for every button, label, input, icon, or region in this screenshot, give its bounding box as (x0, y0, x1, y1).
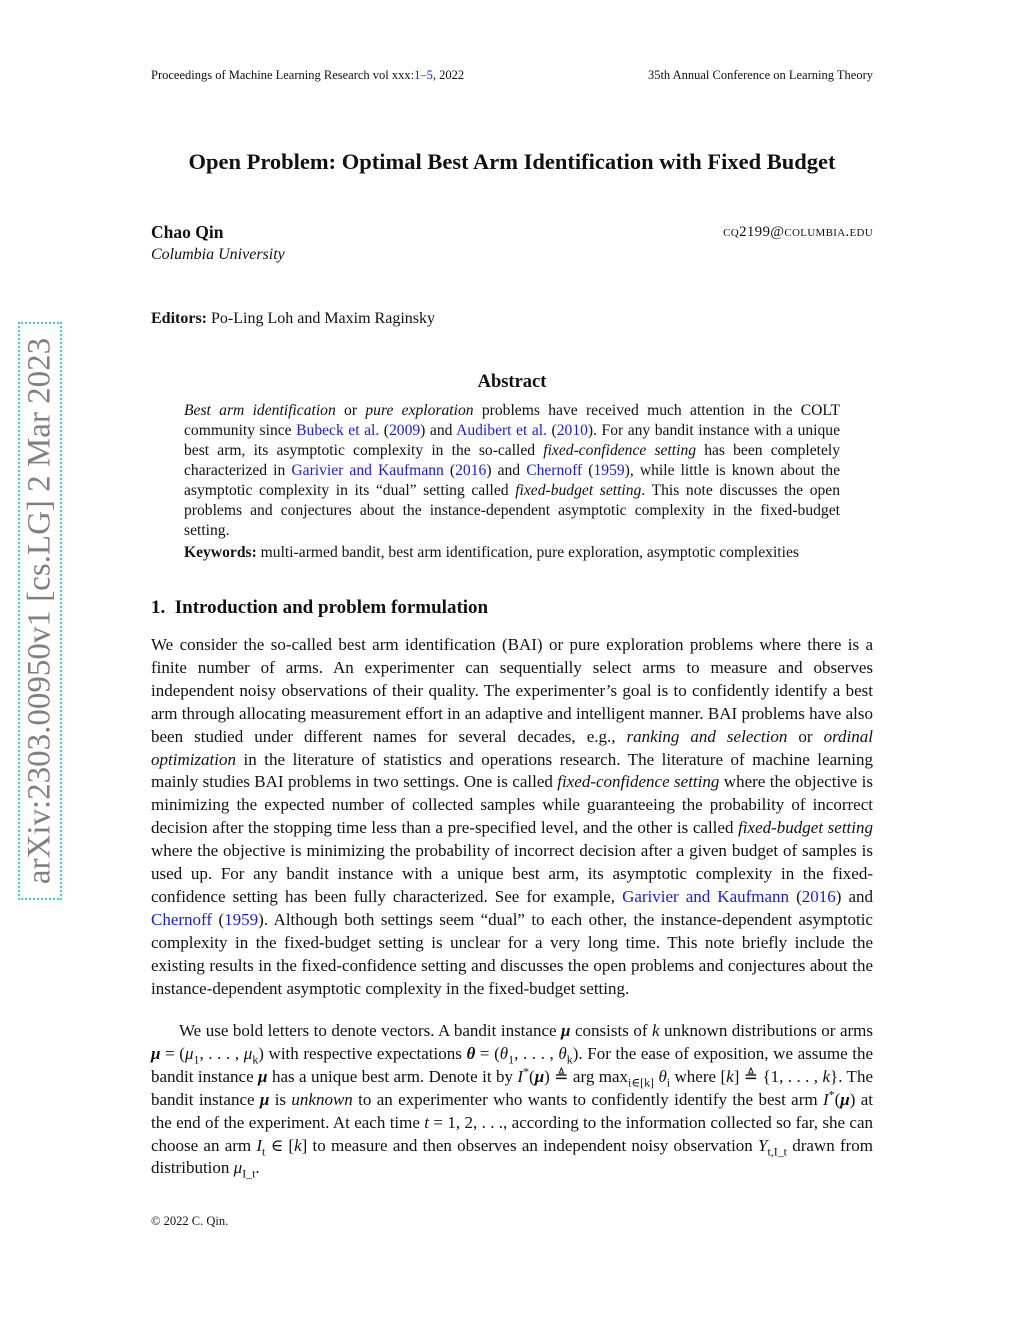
text-run: = ( (475, 1043, 500, 1063)
author-affiliation: Columbia University (151, 246, 285, 263)
math-symbol: k (726, 1066, 734, 1086)
emphasis-text: ordinal optimization (151, 726, 873, 769)
citation-link[interactable]: Garivier and Kaufmann (622, 886, 790, 906)
emphasis-text: pure exploration (365, 402, 474, 419)
text-run: ), while little is known about the asymptotic complexity in its “dual” setting called (184, 462, 841, 499)
citation-link[interactable]: 2016 (455, 462, 487, 479)
text-run: problems have received much attention in the COLT community since (184, 402, 840, 439)
math-symbol: μ (561, 1021, 571, 1040)
math-symbol: k (566, 1052, 573, 1067)
text-run: ) ≜ arg max (544, 1066, 629, 1086)
abstract-heading: Abstract (477, 372, 547, 392)
emphasis-text: fixed-budget setting (515, 482, 642, 499)
math-symbol: I (822, 1089, 829, 1109)
math-symbol: θ (466, 1043, 476, 1063)
body-paragraph-2 (151, 1020, 873, 1180)
math-symbol: μ (259, 1089, 270, 1109)
text-run: ) and (486, 462, 527, 479)
running-header-right: 35th Annual Conference on Learning Theory (647, 68, 873, 82)
year-text: , 2022 (432, 68, 465, 82)
author-email: cq2199@columbia.edu (723, 224, 873, 240)
text-run: consists of (570, 1021, 652, 1040)
math-symbol: k (294, 1135, 302, 1155)
emphasis-text: ranking and selection (626, 726, 788, 746)
citation-link[interactable]: Chernoff (526, 462, 583, 479)
text-run: or (787, 726, 824, 746)
math-symbol: t (424, 1112, 430, 1132)
section-heading (151, 597, 488, 619)
proceedings-text: Proceedings of Machine Learning Research vol xxx: (151, 68, 415, 82)
author-name: Chao Qin (151, 222, 224, 242)
text-run: or (335, 402, 366, 419)
running-header-left (151, 68, 464, 83)
math-symbol: μ (840, 1089, 850, 1109)
math-symbol: i (666, 1075, 671, 1090)
emphasis-text: fixed-confidence setting (543, 442, 697, 459)
math-symbol: * (828, 1087, 835, 1102)
citation-link[interactable]: Bubeck et al. (296, 422, 380, 439)
citation-link[interactable]: 2009 (388, 422, 421, 439)
text-run: ] to measure and then observes an independent noisy observation (301, 1135, 759, 1155)
keywords-list: multi-armed bandit, best arm identification, pure exploration, asymptotic complexities (256, 544, 799, 561)
arxiv-id: arXiv:2303.00950v1 [cs.LG] 2 Mar 2023 (21, 337, 58, 885)
text-run: . This note discusses the open problems and conjectures about the instance-dependent asymptotic complexity in the fixed-budget setting. (184, 482, 841, 539)
text-run: ] ≜ {1, . . . , (733, 1066, 823, 1086)
math-symbol: k (822, 1066, 831, 1086)
text-run: ( (379, 422, 389, 439)
text-run: We consider the so-called best arm identification (BAI) or pure exploration problems where there is a finite number of arms. An experimenter can sequentially select arms to measure and observes independent noisy observations of their quality. The experimenter’s goal is to confidently identify a best arm through allocating measurement effort in an adaptive and intelligent manner. BAI problems have also been studied under different names for several decades, e.g., (151, 635, 873, 746)
text-run: drawn from distribution (151, 1135, 873, 1178)
text-run: = ( (160, 1043, 185, 1063)
text-run: ). Although both settings seem “dual” to each other, the instance-dependent asymptotic complexity in the fixed-budget setting is unclear for a very long time. This note briefly include the existing results in the fixed-confidence setting and discusses the open problems and conjectures about the instance-dependent asymptotic complexity in the fixed-budget setting. (151, 909, 873, 998)
text-run: unknown distributions or arms (659, 1021, 874, 1040)
math-symbol: Y (758, 1135, 768, 1155)
citation-link[interactable]: 2010 (556, 422, 588, 439)
text-run: where the objective is minimizing the probability of incorrect decision after a given budget of samples is used up. For any bandit instance with a unique best arm, its asymptotic complexity in the fixed-confidence setting has been fully characterized. See for example, (151, 841, 873, 906)
emphasis-text: fixed-budget setting (738, 818, 873, 838)
text-run: }. The bandit instance (151, 1066, 873, 1109)
text-run: in the literature of statistics and operations research. The literature of machine learning mainly studies BAI problems in two settings. One is called (151, 749, 873, 792)
text-run: ( (789, 886, 802, 906)
emphasis-text: unknown (291, 1089, 353, 1109)
arxiv-stamp (18, 322, 62, 900)
math-symbol: θ (658, 1066, 667, 1086)
text-run: ( (582, 462, 594, 479)
text-run: ) and (420, 422, 457, 439)
citation-link[interactable]: 1959 (593, 462, 625, 479)
text-run: ∈ [ (265, 1135, 295, 1155)
copyright-footer: © 2022 C. Qin. (151, 1214, 229, 1228)
math-symbol: k (652, 1021, 660, 1040)
citation-link[interactable]: 1959 (224, 909, 259, 929)
text-run: ) and (835, 886, 874, 906)
text-run: ( (212, 909, 225, 929)
text-run: ( (834, 1089, 841, 1109)
section-title: Introduction and problem formulation (174, 597, 489, 618)
pages-link[interactable]: 1–5 (414, 68, 433, 82)
text-run: where [ (670, 1066, 727, 1086)
abstract-text (184, 401, 840, 541)
text-run: We use bold letters to denote vectors. A bandit instance (179, 1021, 562, 1040)
paper-title: Open Problem: Optimal Best Arm Identification with Fixed Budget (188, 149, 836, 174)
math-symbol: t,I_t (767, 1143, 787, 1158)
math-symbol: 1 (508, 1052, 515, 1067)
text-run: ). For any bandit instance with a unique best arm, its asymptotic complexity in the so-called (184, 422, 841, 459)
math-symbol: μ (233, 1158, 243, 1178)
citation-link[interactable]: Garivier and Kaufmann (291, 462, 444, 479)
math-symbol: i∈[k] (628, 1075, 654, 1090)
text-run: , . . . , (199, 1043, 244, 1063)
text-run: . (255, 1158, 260, 1178)
emphasis-text: Best arm identification (184, 402, 336, 419)
math-symbol: I (517, 1066, 524, 1086)
math-symbol: θ (499, 1043, 509, 1063)
citation-link[interactable]: Audibert et al. (456, 422, 547, 439)
text-run: ( (529, 1066, 535, 1086)
math-symbol: I_t (242, 1166, 256, 1181)
math-symbol: μ (534, 1066, 545, 1086)
math-symbol: t (262, 1143, 266, 1158)
editors-names: Po-Ling Loh and Maxim Raginsky (207, 310, 435, 327)
text-run: where the objective is minimizing the expected number of collected samples while guaranteeing the probability of incorrect decision after the stopping time less than a pre-specified level, and the other is called (151, 772, 873, 838)
text-run: has a unique best arm. Denote it by (267, 1066, 518, 1086)
text-run: ). For the ease of exposition, we assume the bandit instance (151, 1043, 874, 1086)
emphasis-text: fixed-confidence setting (557, 772, 720, 792)
text-run: has been completely characterized in (184, 442, 841, 479)
math-symbol: μ (258, 1066, 268, 1086)
math-symbol: I (256, 1135, 263, 1155)
text-run: ) with respective expectations (258, 1043, 467, 1063)
text-run: ( (443, 462, 456, 479)
math-symbol: * (523, 1064, 530, 1079)
text-run: to an experimenter who wants to confidently identify the best arm (352, 1089, 823, 1109)
text-run: is (269, 1089, 292, 1109)
math-symbol: 1 (193, 1052, 200, 1067)
editors-label: Editors: (151, 310, 207, 327)
citation-link[interactable]: 2016 (801, 886, 836, 906)
math-symbol: μ (243, 1043, 253, 1063)
math-symbol: μ (184, 1043, 194, 1063)
keywords-label: Keywords: (184, 544, 257, 561)
text-run: ) at the end of the experiment. At each time (151, 1089, 873, 1132)
text-run: , . . . , (514, 1043, 559, 1063)
math-symbol: θ (558, 1043, 567, 1063)
keywords (184, 544, 844, 562)
math-symbol: k (252, 1052, 259, 1067)
section-number: 1. (151, 597, 166, 618)
body-paragraph-1 (151, 634, 873, 1001)
math-symbol: μ (151, 1043, 161, 1063)
editors (151, 310, 435, 328)
citation-link[interactable]: Chernoff (151, 909, 213, 929)
text-run: = 1, 2, . . ., according to the information collected so far, she can choose an arm (151, 1112, 874, 1155)
text-run: ( (546, 422, 557, 439)
